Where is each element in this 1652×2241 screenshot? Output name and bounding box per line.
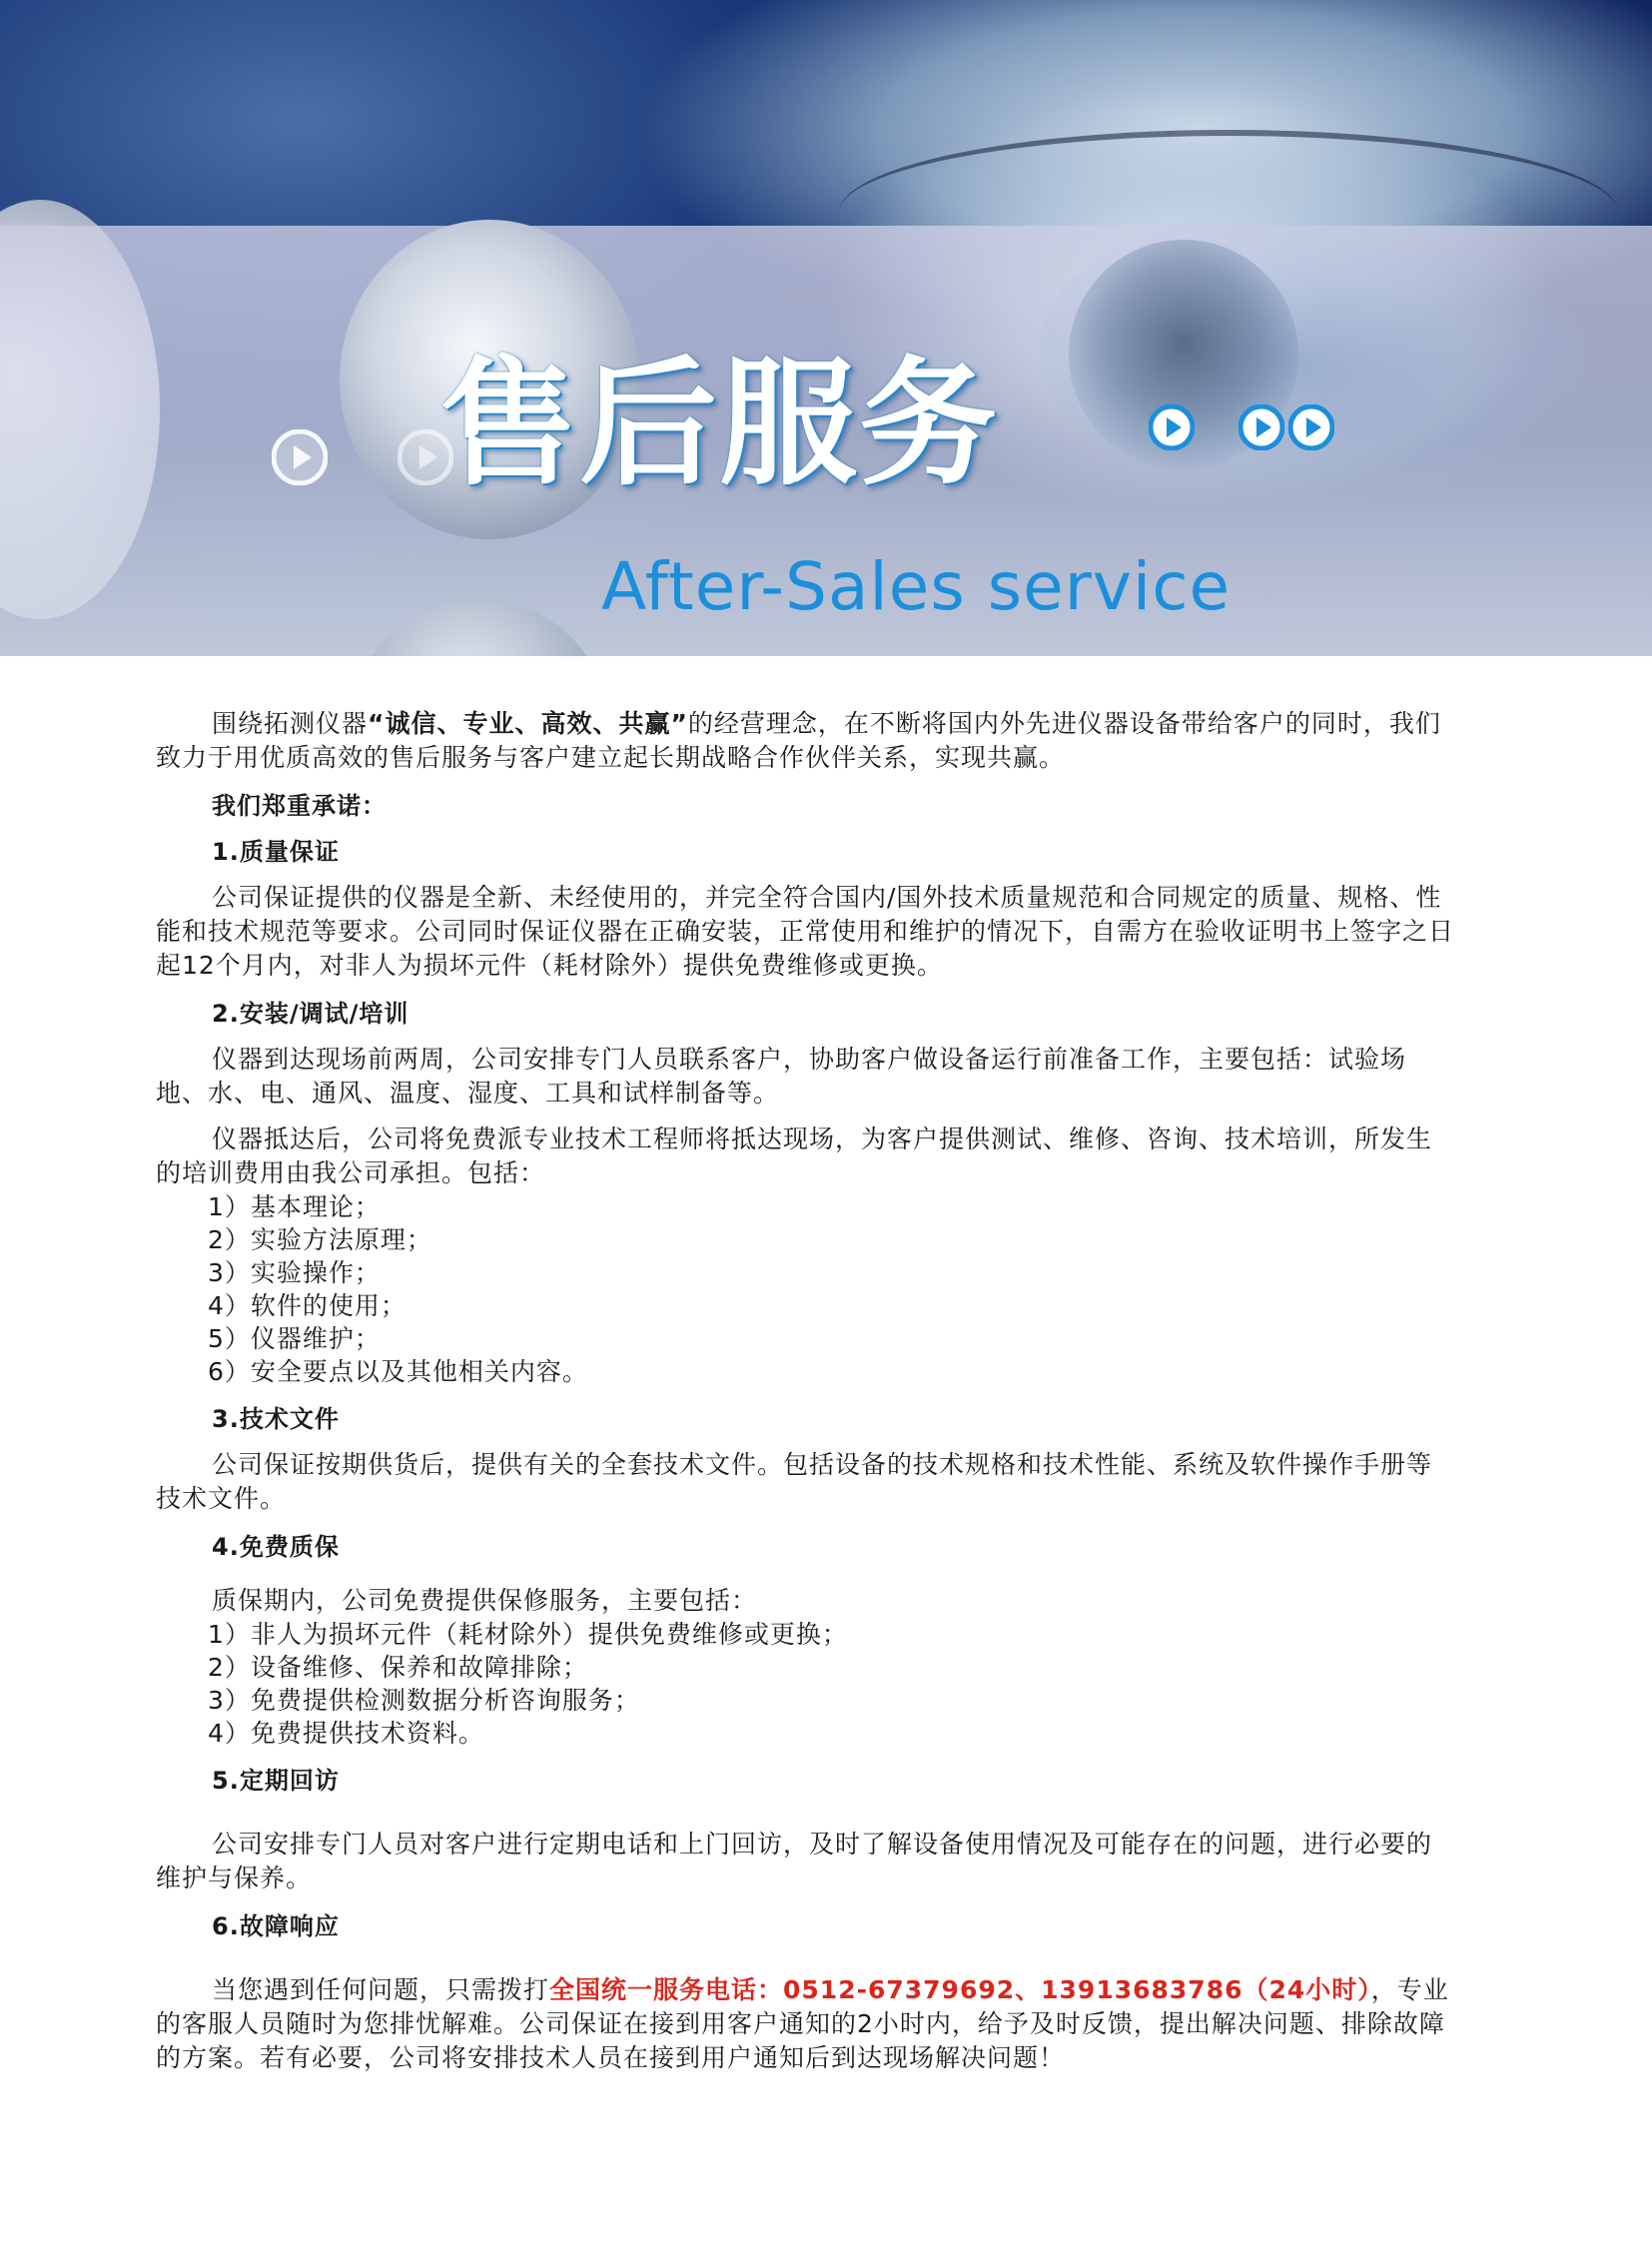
response-prefix: 当您遇到任何问题，只需拨打 xyxy=(212,1975,550,2004)
list-item: 5）仪器维护； xyxy=(208,1324,381,1353)
section-body-quality: 公司保证提供的仪器是全新、未经使用的，并完全符合国内/国外技术质量规范和合同规定的质量、规格、性能和技术规范等要求。公司同时保证仪器在正确安装，正常使用和维护的情况下，自需方在验收证明书上签字之日起12个月内，对非人为损坏元件（耗材除外）提供免费维修或更换。 xyxy=(156,883,1455,980)
install-training-list xyxy=(156,1190,1454,1388)
section-body-install-1: 仪器到达现场前两周，公司安排专门人员联系客户，协助客户做设备运行前准备工作，主要包括：试验场地、水、电、通风、温度、湿度、工具和试样制备等。 xyxy=(156,1045,1407,1108)
play-icon xyxy=(1288,404,1334,450)
play-icon xyxy=(1149,404,1195,450)
response-suffix: ，专业的客服人员随时为您排忧解难。公司保证在接到用客户通知的2小时内，给予及时反馈，提出解决问题、排除故障的方案。若有必要，公司将安排技术人员在接到用户通知后到达现场解决问题！ xyxy=(156,1975,1449,2072)
list-item: 4）软件的使用； xyxy=(208,1291,407,1320)
list-item: 4）免费提供技术资料。 xyxy=(208,1719,484,1748)
intro-suffix: 的经营理念，在不断将国内外先进仪器设备带给客户的同时，我们致力于用优质高效的售后服务与客户建立起长期战略合作伙伴关系，实现共赢。 xyxy=(156,709,1441,772)
main-content xyxy=(156,707,1454,2075)
eyelash-line xyxy=(839,130,1618,296)
section-heading-response: 6.故障响应 xyxy=(212,1912,340,1940)
promise-heading: 我们郑重承诺： xyxy=(212,792,387,820)
section-body-docs: 公司保证按期供货后，提供有关的全套技术文件。包括设备的技术规格和技术性能、系统及软件操作手册等技术文件。 xyxy=(156,1450,1433,1513)
page-subtitle-english: After-Sales service xyxy=(601,548,1232,625)
section-heading-install: 2.安装/调试/培训 xyxy=(212,1000,410,1028)
list-item: 2）实验方法原理； xyxy=(208,1225,432,1254)
page-title: 售后服务 xyxy=(439,342,1000,504)
play-icon xyxy=(1239,404,1284,450)
header-banner xyxy=(0,0,1652,656)
intro-paragraph xyxy=(156,707,1454,775)
intro-prefix: 围绕拓测仪器 xyxy=(212,709,369,738)
list-item: 1）基本理论； xyxy=(208,1192,381,1221)
list-item: 2）设备维修、保养和故障排除； xyxy=(208,1653,588,1682)
section-heading-docs: 3.技术文件 xyxy=(212,1405,340,1433)
section-heading-quality: 1.质量保证 xyxy=(212,838,340,866)
section-body-warranty: 质保期内，公司免费提供保修服务，主要包括： xyxy=(212,1586,758,1615)
intro-motto: “诚信、专业、高效、共赢” xyxy=(368,709,688,738)
list-item: 3）实验操作； xyxy=(208,1258,381,1287)
warranty-list xyxy=(156,1618,1454,1750)
list-item: 6）安全要点以及其他相关内容。 xyxy=(208,1357,588,1386)
list-item: 1）非人为损坏元件（耗材除外）提供免费维修或更换； xyxy=(208,1620,848,1649)
section-heading-visit: 5.定期回访 xyxy=(212,1767,340,1795)
section-body-response xyxy=(156,1973,1454,2075)
section-body-visit: 公司安排专门人员对客户进行定期电话和上门回访，及时了解设备使用情况及可能存在的问题，进行必要的维护与保养。 xyxy=(156,1830,1433,1892)
service-hotline: 全国统一服务电话：0512-67379692、13913683786（24小时） xyxy=(549,1975,1371,2004)
section-heading-warranty: 4.免费质保 xyxy=(212,1533,340,1561)
section-body-install-2: 仪器抵达后，公司将免费派专业技术工程师将抵达现场，为客户提供测试、维修、咨询、技术培训，所发生的培训费用由我公司承担。包括： xyxy=(156,1124,1433,1187)
play-icon xyxy=(272,429,328,485)
list-item: 3）免费提供检测数据分析咨询服务； xyxy=(208,1686,640,1715)
